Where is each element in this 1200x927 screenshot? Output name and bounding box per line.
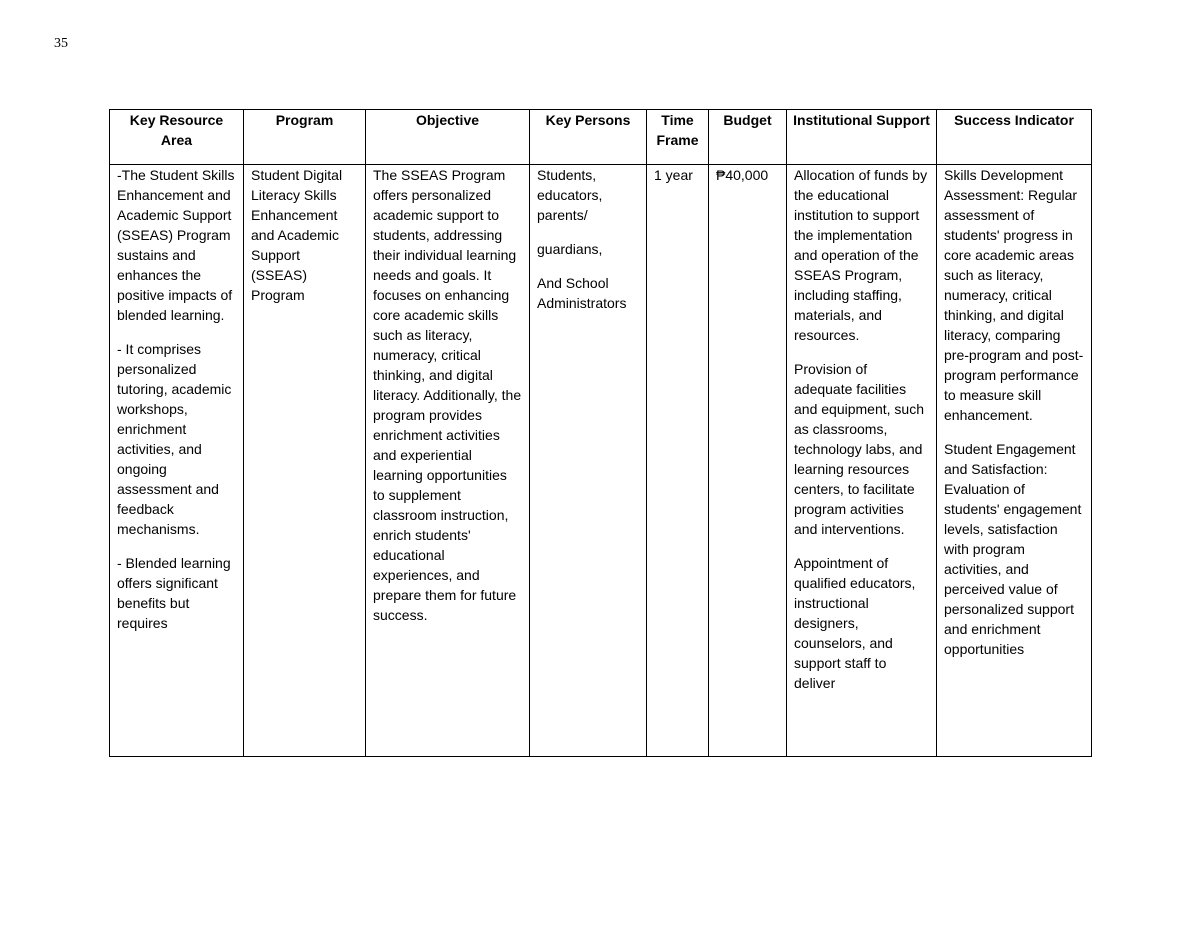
institutional-support-paragraph: Provision of adequate facilities and equipment, such as classrooms, technology labs, and learning resources centers, to facilitate program activities and interventions. <box>794 361 924 537</box>
institutional-support-paragraph: Allocation of funds by the educational institution to support the implementation and operation of the SSEAS Program, including staffing, materials, and resources. <box>794 167 928 343</box>
key-resource-area-paragraph: - Blended learning offers significant benefits but requires <box>117 555 231 631</box>
institutional-support-paragraph: Appointment of qualified educators, instructional designers, counselors, and support staff to deliver <box>794 555 916 691</box>
time-frame-text: 1 year <box>654 167 693 183</box>
cell-objective <box>366 165 530 757</box>
key-persons-line: guardians, <box>537 241 603 257</box>
budget-text: ₱40,000 <box>716 167 769 183</box>
cell-key-persons <box>530 165 647 757</box>
page-number: 35 <box>54 36 68 51</box>
success-indicator-paragraph: Skills Development Assessment: Regular assessment of students' progress in core academic areas such as literacy, numeracy, critical thinking, and digital literacy, comparing pre-program and post-program performance to measure skill enhancement. <box>944 167 1084 423</box>
header-time-frame: Time Frame <box>647 110 709 165</box>
header-institutional-support: Institutional Support <box>787 110 937 165</box>
cell-time-frame <box>647 165 709 757</box>
objective-text: The SSEAS Program offers personalized academic support to students, addressing their individual learning needs and goals. It focuses on enhancing core academic skills such as literacy, numeracy, critical thinking, and digital literacy. Additionally, the program provides enrichment activities and experiential learning opportunities to supplement classroom instruction, enrich students' educational experiences, and prepare them for future success. <box>373 167 522 623</box>
key-resource-area-paragraph: -The Student Skills Enhancement and Academic Support (SSEAS) Program sustains and enhances the positive impacts of blended learning. <box>117 167 235 323</box>
header-key-resource-area: Key Resource Area <box>110 110 244 165</box>
header-key-persons: Key Persons <box>530 110 647 165</box>
header-success-indicator: Success Indicator <box>937 110 1092 165</box>
header-objective: Objective <box>366 110 530 165</box>
cell-success-indicator <box>937 165 1092 757</box>
cell-budget <box>709 165 787 757</box>
cell-institutional-support <box>787 165 937 757</box>
table-row <box>110 165 1092 757</box>
table-header-row <box>110 110 1092 165</box>
key-persons-line: And School Administrators <box>537 275 627 311</box>
success-indicator-paragraph: Student Engagement and Satisfaction: Evaluation of students' engagement levels, satisfaction with program activities, and perceived value of personalized support and enrichment opportunities <box>944 441 1082 657</box>
cell-key-resource-area <box>110 165 244 757</box>
header-program: Program <box>244 110 366 165</box>
cell-program <box>244 165 366 757</box>
key-persons-line: Students, educators, parents/ <box>537 167 603 223</box>
header-budget: Budget <box>709 110 787 165</box>
program-text: Student Digital Literacy Skills Enhancement and Academic Support (SSEAS) Program <box>251 167 343 303</box>
action-plan-table <box>109 109 1092 757</box>
key-resource-area-paragraph: - It comprises personalized tutoring, academic workshops, enrichment activities, and ongoing assessment and feedback mechanisms. <box>117 341 232 537</box>
